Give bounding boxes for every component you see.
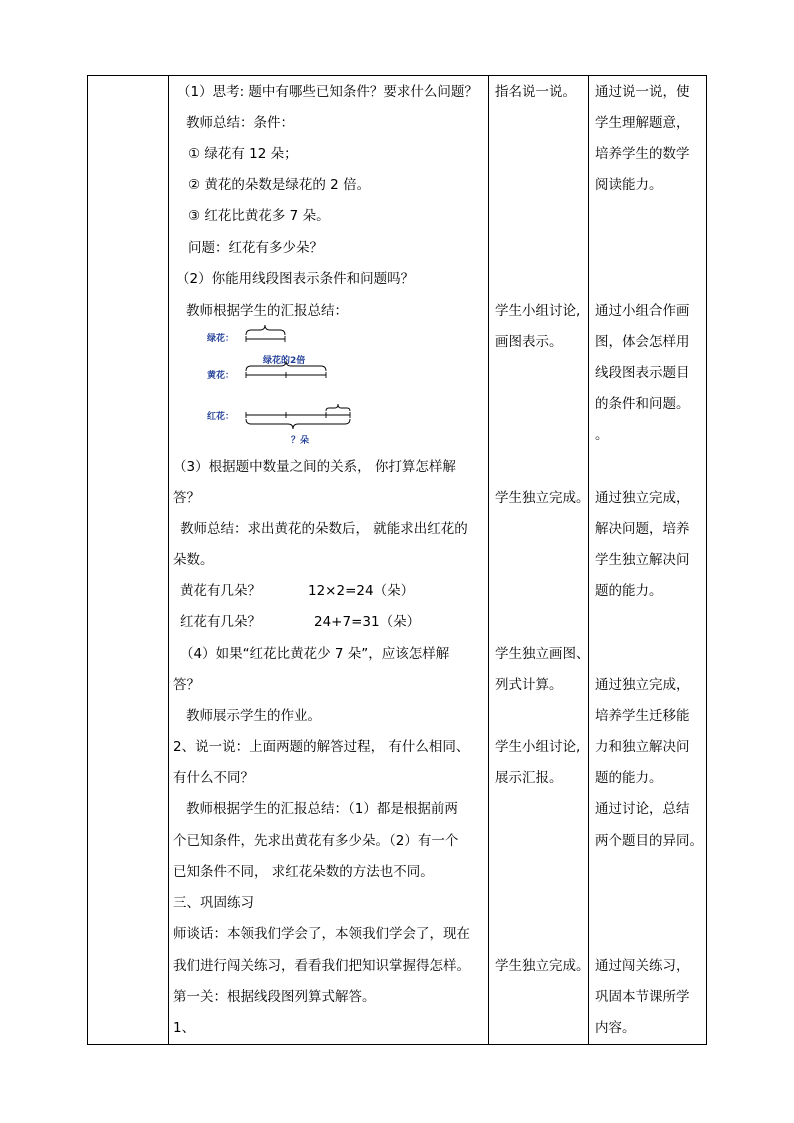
main-line: ③ 红花比黄花多 7 朵。 — [188, 208, 330, 224]
intent-line: 巩固本节课所学 — [595, 989, 690, 1005]
student-line: 画图表示。 — [495, 334, 563, 350]
intent-line: 题的能力。 — [595, 583, 663, 599]
green-flower-label: 绿花： — [207, 334, 235, 344]
extra-brace — [326, 404, 350, 411]
main-line: （1）思考: 题中有哪些已知条件？要求什么问题？ — [177, 84, 478, 100]
section-heading: 三、巩固练习 — [173, 895, 254, 911]
student-line: 学生独立完成。 — [495, 490, 590, 506]
main-line: 教师总结：条件： — [186, 115, 294, 131]
main-line: 朵数。 — [173, 552, 214, 568]
main-line: （2）你能用线段图表示条件和问题吗？ — [176, 271, 415, 287]
main-line: 我们进行闯关练习，看看我们把知识掌握得怎样。 — [173, 958, 470, 974]
main-line: 已知条件不同， 求红花朵数的方法也不同。 — [173, 864, 434, 880]
main-line: 黄花有几朵？ — [180, 583, 261, 599]
student-line: 指名说一说。 — [495, 84, 576, 100]
red-flower-label: 红花： — [207, 412, 235, 422]
main-line: ② 黄花的朵数是绿花的 2 倍。 — [188, 177, 371, 193]
main-line: 师谈话：本领我们学会了，本领我们学会了，现在 — [173, 926, 470, 942]
intent-line: 培养学生的数学 — [595, 146, 690, 162]
yellow-flower-label: 黄花： — [207, 371, 235, 381]
intent-line: 学生理解题意， — [595, 115, 690, 131]
main-line: （3）根据题中数量之间的关系， 你打算怎样解 — [173, 459, 456, 475]
yellow-brace — [246, 361, 326, 371]
intent-line: 力和独立解决问 — [595, 739, 690, 755]
main-line: 12×2=24（朵） — [308, 583, 415, 599]
main-line: 有什么不同？ — [173, 770, 254, 786]
main-line: 教师根据学生的汇报总结： — [186, 303, 348, 319]
intent-line: 通过独立完成， — [595, 490, 690, 506]
column-divider — [168, 76, 169, 1044]
main-line: 1、 — [173, 1020, 196, 1036]
intent-line: 阅读能力。 — [595, 177, 663, 193]
main-line: 问题：红花有多少朵？ — [188, 240, 323, 256]
intent-line: 通过小组合作画 — [595, 303, 690, 319]
student-line: 列式计算。 — [495, 677, 563, 693]
intent-line: 解决问题，培养 — [595, 521, 690, 537]
intent-line: 题的能力。 — [595, 770, 663, 786]
main-line: 24+7=31（朵） — [314, 614, 421, 630]
intent-line: 通过独立完成， — [595, 677, 690, 693]
main-line: 教师展示学生的作业。 — [186, 708, 321, 724]
intent-line: 内容。 — [595, 1020, 636, 1036]
intent-line: 通过说一说，使 — [595, 84, 690, 100]
main-line: ① 绿花有 12 朵； — [188, 146, 298, 162]
intent-line: 线段图表示题目 — [595, 365, 690, 381]
intent-line: 通过闯关练习， — [595, 958, 690, 974]
student-line: 学生独立画图、 — [495, 646, 590, 662]
student-line: 学生小组讨论, — [495, 303, 581, 319]
student-line: 展示汇报。 — [495, 770, 563, 786]
red-caption: ？朵 — [291, 436, 310, 446]
intent-line: 图，体会怎样用 — [595, 334, 690, 350]
main-line: 第一关：根据线段图列算式解答。 — [173, 989, 376, 1005]
intent-line: 培养学生迁移能 — [595, 708, 690, 724]
main-line: 个已知条件，先求出黄花有多少朵。（2）有一个 — [173, 833, 459, 849]
intent-line: 两个题目的异同。 — [595, 833, 703, 849]
main-line: （4）如果“红花比黄花少 7 朵”，应该怎样解 — [180, 646, 450, 662]
main-line: 红花有几朵？ — [180, 614, 261, 630]
main-line: 答？ — [173, 677, 200, 693]
yellow-caption: 绿花的2倍 — [263, 356, 306, 366]
main-line: 教师根据学生的汇报总结：（1）都是根据前两 — [186, 801, 458, 817]
segment-lines — [200, 325, 370, 435]
red-brace — [246, 419, 350, 429]
student-line: 学生独立完成。 — [495, 958, 590, 974]
intent-line: 通过讨论，总结 — [595, 801, 690, 817]
intent-line: 的条件和问题。 — [595, 396, 690, 412]
intent-line: 。 — [595, 427, 609, 443]
main-line: 答？ — [173, 490, 200, 506]
column-divider — [488, 76, 489, 1044]
column-divider — [588, 76, 589, 1044]
intent-line: 学生独立解决问 — [595, 552, 690, 568]
main-line: 2、说一说：上面两题的解答过程， 有什么相同、 — [173, 739, 470, 755]
green-brace — [246, 325, 285, 335]
student-line: 学生小组讨论, — [495, 739, 581, 755]
main-line: 教师总结：求出黄花的朵数后， 就能求出红花的 — [180, 521, 468, 537]
